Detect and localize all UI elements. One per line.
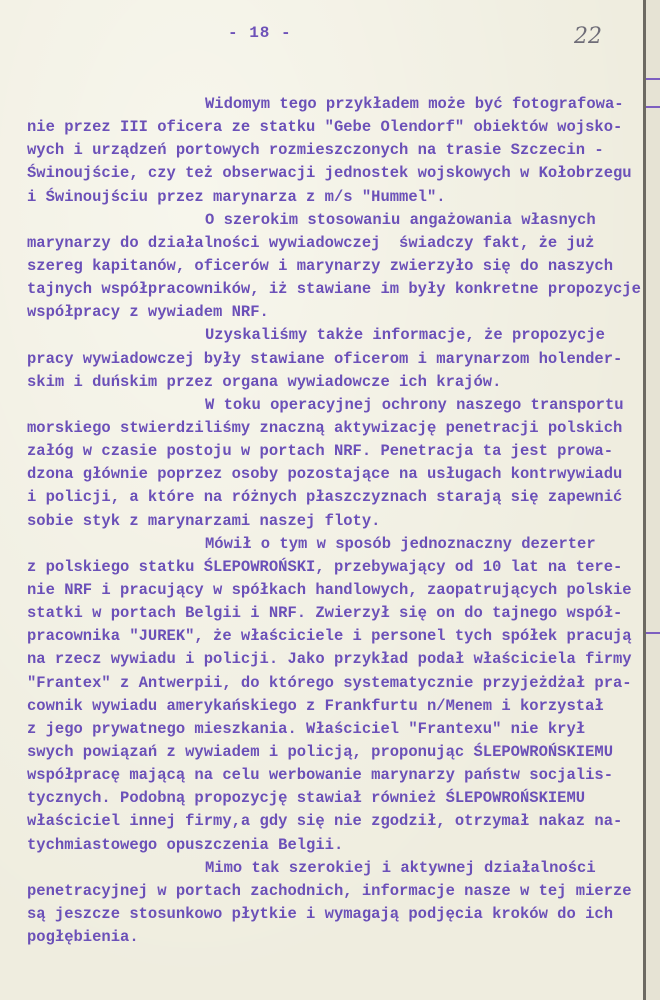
text-line: z polskiego statku ŚLEPOWROŃSKI, przebywający od 10 lat na tere- [27, 557, 623, 576]
paragraph [27, 533, 642, 857]
text-line: nie przez III oficera ze statku "Gebe Olendorf" obiektów wojsko- [27, 118, 623, 137]
text-line: W toku operacyjnej ochrony naszego transportu [205, 395, 624, 414]
text-line: współpracę mającą na celu werbowanie marynarzy państw socjalis- [27, 766, 613, 785]
text-line: pracownika "JUREK", że właściciele i personel tych spółek pracują [27, 627, 632, 646]
handwritten-page-number: 22 [574, 24, 602, 49]
text-line: skim i duńskim przez organa wywiadowcze ich krajów. [27, 372, 502, 391]
strip-mark [646, 78, 660, 80]
text-line: szereg kapitanów, oficerów i marynarzy zwierzyło się do naszych [27, 256, 613, 275]
text-line: marynarzy do działalności wywiadowczej świadczy fakt, że już [27, 233, 595, 252]
text-line: Mówił o tym w sposób jednoznaczny dezerter [205, 534, 596, 553]
text-line: Mimo tak szerokiej i aktywnej działalności [205, 858, 596, 877]
text-line: morskiego stwierdziliśmy znaczną aktywizację penetracji polskich [27, 418, 623, 437]
paragraph [27, 857, 642, 950]
text-line: pogłębienia. [27, 928, 139, 947]
text-line: i Świnoujściu przez marynarza z m/s "Hummel". [27, 187, 446, 206]
text-line: właściciel innej firmy,a gdy się nie zgodził, otrzymał nakaz na- [27, 812, 623, 831]
paragraph [27, 93, 642, 209]
text-line: Świnoujście, czy też obserwacji jednostek wojskowych w Kołobrzegu [27, 164, 632, 183]
page-number: - 18 - [228, 24, 292, 42]
text-line: statki w portach Belgii i NRF. Zwierzył się on do tajnego współ- [27, 604, 623, 623]
text-line: swych powiązań z wywiadem i policją, proponując ŚLEPOWROŃSKIEMU [27, 742, 613, 761]
paragraph [27, 209, 642, 325]
text-line: penetracyjnej w portach zachodnich, informacje nasze w tej mierze [27, 881, 632, 900]
text-line: dzona głównie poprzez osoby pozostające na usługach kontrwywiadu [27, 465, 623, 484]
text-line: tycznych. Podobną propozycję stawiał również ŚLEPOWROŃSKIEMU [27, 789, 586, 808]
next-page-strip [646, 0, 660, 1000]
text-line: tajnych współpracowników, iż stawiane im były konkretne propozycje [27, 280, 641, 299]
text-line: z jego prywatnego mieszkania. Właściciel "Frantexu" nie krył [27, 719, 586, 738]
text-line: nie NRF i pracujący w spółkach handlowych, zaopatrujących polskie [27, 580, 632, 599]
text-line: cownik wywiadu amerykańskiego z Frankfurtu n/Menem i korzystał [27, 696, 604, 715]
text-line: na rzecz wywiadu i policji. Jako przykład podał właściciela firmy [27, 650, 632, 669]
text-line: pracy wywiadowczej były stawiane oficerom i marynarzom holender- [27, 349, 623, 368]
text-line: Uzyskaliśmy także informacje, że propozycje [205, 326, 605, 345]
text-line: "Frantex" z Antwerpii, do którego systematycznie przyjeżdżał pra- [27, 673, 632, 692]
text-line: sobie styk z marynarzami naszej floty. [27, 511, 381, 530]
paragraph [27, 394, 642, 533]
strip-mark [646, 632, 660, 634]
document-body [27, 93, 642, 949]
paragraph [27, 324, 642, 393]
text-line: O szerokim stosowaniu angażowania własnych [205, 210, 596, 229]
strip-mark [646, 106, 660, 108]
text-line: tychmiastowego opuszczenia Belgii. [27, 835, 344, 854]
text-line: wych i urządzeń portowych rozmieszczonych na trasie Szczecin - [27, 141, 604, 160]
text-line: i policji, a które na różnych płaszczyznach starają się zapewnić [27, 488, 623, 507]
text-line: załóg w czasie postoju w portach NRF. Penetracja ta jest prowa- [27, 442, 613, 461]
text-line: współpracy z wywiadem NRF. [27, 303, 269, 322]
text-line: są jeszcze stosunkowo płytkie i wymagają podjęcia kroków do ich [27, 904, 613, 923]
text-line: Widomym tego przykładem może być fotografowa- [205, 95, 624, 113]
